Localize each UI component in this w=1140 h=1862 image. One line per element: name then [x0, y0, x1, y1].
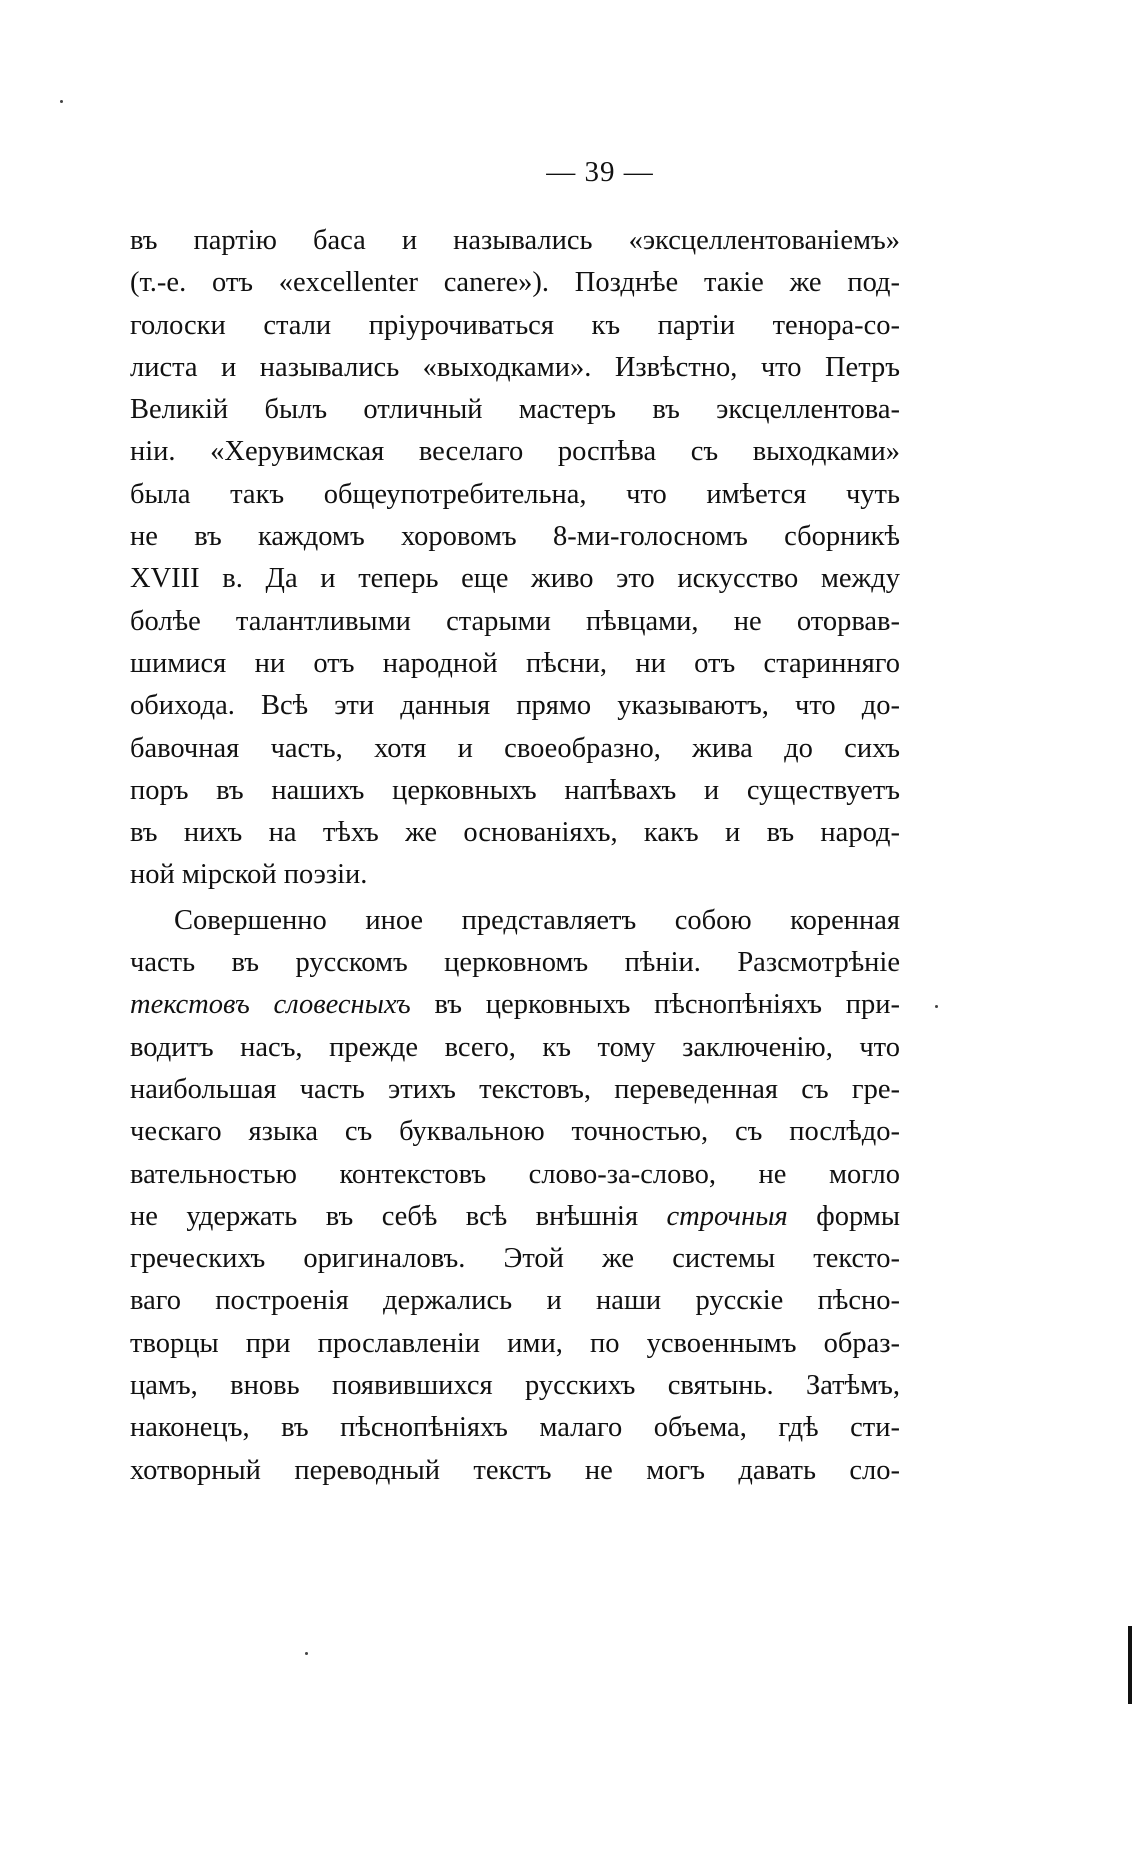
text-line: болѣе талантливыми старыми пѣвцами, не оторвав-	[130, 605, 900, 637]
paragraph	[130, 900, 900, 1492]
text-line: голоски стали пріурочиваться къ партіи тенора-со-	[130, 309, 900, 341]
text-line: (т.-е. отъ «excellenter canere»). Позднѣе такіе же под-	[130, 267, 900, 299]
text-line: была такъ общеупотребительна, что имѣется чуть	[130, 478, 900, 510]
paragraph	[130, 220, 900, 897]
text-line: поръ въ нашихъ церковныхъ напѣвахъ и существуетъ	[130, 774, 900, 806]
text-line: ніи. «Херувимская веселаго роспѣва съ выходками»	[130, 436, 900, 468]
text-line: ваго построенія держались и наши русскіе пѣсно-	[130, 1285, 900, 1317]
text-line: ной мірской поэзіи.	[130, 859, 368, 891]
page-number: — 39 —	[546, 156, 654, 188]
text-line: шимися ни отъ народной пѣсни, ни отъ старинняго	[130, 647, 900, 679]
scan-speck	[60, 100, 63, 103]
text-line: наибольшая часть этихъ текстовъ, переведенная съ гре-	[130, 1073, 900, 1105]
text-line: цамъ, вновь появившихся русскихъ святынь. Затѣмъ,	[130, 1370, 900, 1402]
italic-phrase: текстовъ словесныхъ	[130, 989, 411, 1021]
text-line: въ партію баса и назывались «эксцеллентованіемъ»	[130, 225, 900, 256]
text-line: не удержать въ себѣ всѣ внѣшнія строчныя формы	[130, 1200, 900, 1232]
text-line: Великій былъ отличный мастеръ въ эксцеллентова-	[130, 394, 900, 426]
text-line: водитъ насъ, прежде всего, къ тому заключенію, что	[130, 1031, 900, 1063]
text-line: ческаго языка съ буквальною точностью, съ послѣдо-	[130, 1116, 900, 1148]
text-line: творцы при прославленіи ими, по усвоеннымъ образ-	[130, 1327, 900, 1359]
scan-edge-mark	[1128, 1626, 1132, 1704]
text-line: хотворный переводный текстъ не могъ давать сло-	[130, 1454, 900, 1486]
text-line: въ нихъ на тѣхъ же основаніяхъ, какъ и въ народ-	[130, 817, 900, 849]
body-text	[130, 220, 900, 1492]
text-line: греческихъ оригиналовъ. Этой же системы тексто-	[130, 1243, 900, 1275]
text-line: текстовъ словесныхъ въ церковныхъ пѣснопѣніяхъ при-	[130, 989, 901, 1021]
text-line: бавочная часть, хотя и своеобразно, жива до сихъ	[130, 732, 900, 764]
scan-speck	[305, 1652, 308, 1655]
scan-speck	[935, 1005, 938, 1008]
text-line: вательностью контекстовъ слово-за-слово, не могло	[130, 1158, 900, 1190]
text-line: листа и назывались «выходками». Извѣстно, что Петръ	[130, 351, 900, 383]
text-line: не въ каждомъ хоровомъ 8-ми-голосномъ сборникѣ	[130, 521, 900, 553]
italic-phrase: строчныя	[666, 1200, 788, 1232]
text-line: наконецъ, въ пѣснопѣніяхъ малаго объема, гдѣ сти-	[130, 1412, 900, 1444]
text-line: Совершенно иное представляетъ собою коренная	[174, 904, 900, 936]
text-line: часть въ русскомъ церковномъ пѣніи. Разсмотрѣніе	[130, 947, 900, 979]
text-line: XVIII в. Да и теперь еще живо это искусство между	[130, 563, 900, 595]
text-line: обихода. Всѣ эти данныя прямо указываютъ, что до-	[130, 690, 900, 722]
